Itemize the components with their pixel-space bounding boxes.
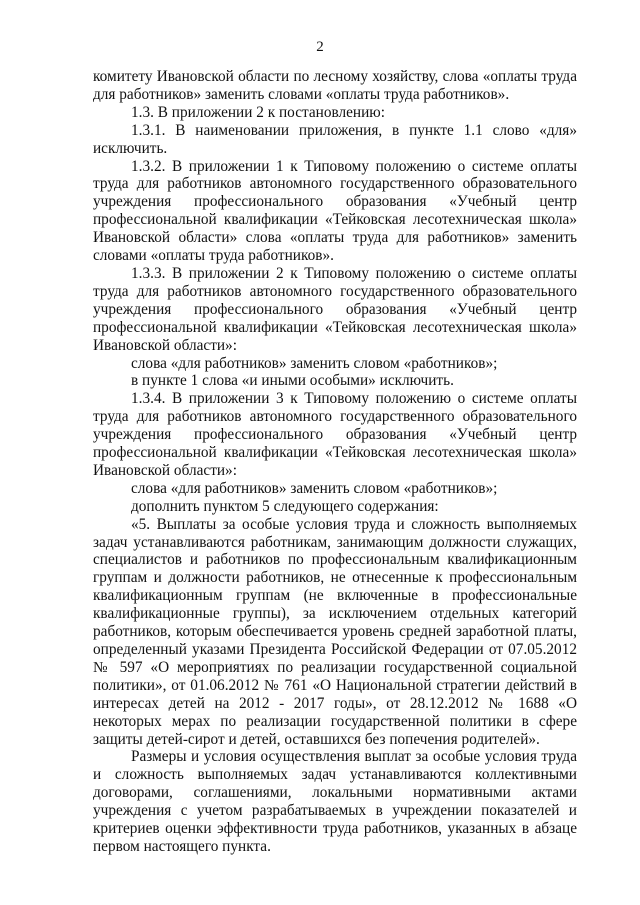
paragraph-7: в пункте 1 слова «и иными особыми» исключить. [131, 372, 454, 390]
paragraph-5: 1.3.3. В приложении 2 к Типовому положению о системе оплаты труда для работников автономного государственного образовательного учреждения профессионального образования «Учебный центр профессиональной квалификации «Тейковская лесотехническая школа» Ивановской области»: [93, 264, 577, 354]
paragraph-4: 1.3.2. В приложении 1 к Типовому положению о системе оплаты труда для работников автономного государственного образовательного учреждения профессионального образования «Учебный центр профессиональной квалификации «Тейковская лесотехническая школа» Ивановской области» слова «оплаты труда для работников» заменить словами «оплаты труда работников». [93, 157, 577, 265]
paragraph-12: Размеры и условия осуществления выплат за особые условия труда и сложность выполняемых задач устанавливаются коллективными договорами, соглашениями, локальными нормативными актами учреждения с учетом разрабатываемых в учреждении показателей и критериев оценки эффективности труда работников, указанных в абзаце первом настоящего пункта. [93, 748, 577, 855]
paragraph-11: «5. Выплаты за особые условия труда и сложность выполняемых задач устанавливаются работникам, занимающим должности служащих, специалистов и работников по профессиональным квалификационным группам и должности работников, не отнесенные к профессиональным квалификационным группам (не включенные в профессиональные квалификационные группы), за исключением отдельных категорий работников, которым обеспечивается уровень средней заработной платы, определенный указами Президента Российской Федерации от 07.05.2012 № 597 «О мероприятиях по реализации государственной социальной политики», от 01.06.2012 № 761 «О Национальной стратегии действий в интересах детей на 2012 - 2017 годы», от 28.12.2012 № 1688 «О некоторых мерах по реализации государственной политики в сфере защиты детей-сирот и детей, оставшихся без попечения родителей». [93, 515, 577, 748]
paragraph-10: дополнить пунктом 5 следующего содержания: [131, 497, 439, 515]
paragraph-6: слова «для работников» заменить словом «работников»; [131, 354, 498, 372]
paragraph-2: 1.3. В приложении 2 к постановлению: [131, 103, 385, 121]
paragraph-8: 1.3.4. В приложении 3 к Типовому положению о системе оплаты труда для работников автономного государственного образовательного учреждения профессионального образования «Учебный центр профессиональной квалификации «Тейковская лесотехническая школа» Ивановской области»: [93, 390, 577, 479]
paragraph-3: 1.3.1. В наименовании приложения, в пункте 1.1 слово «для» исключить. [93, 121, 577, 157]
paragraph-1: комитету Ивановской области по лесному хозяйству, слова «оплаты труда для работников» заменить словами «оплаты труда работников». [93, 68, 577, 103]
paragraph-9: слова «для работников» заменить словом «работников»; [131, 479, 498, 497]
page-number: 2 [316, 39, 324, 55]
document-body [93, 68, 577, 856]
